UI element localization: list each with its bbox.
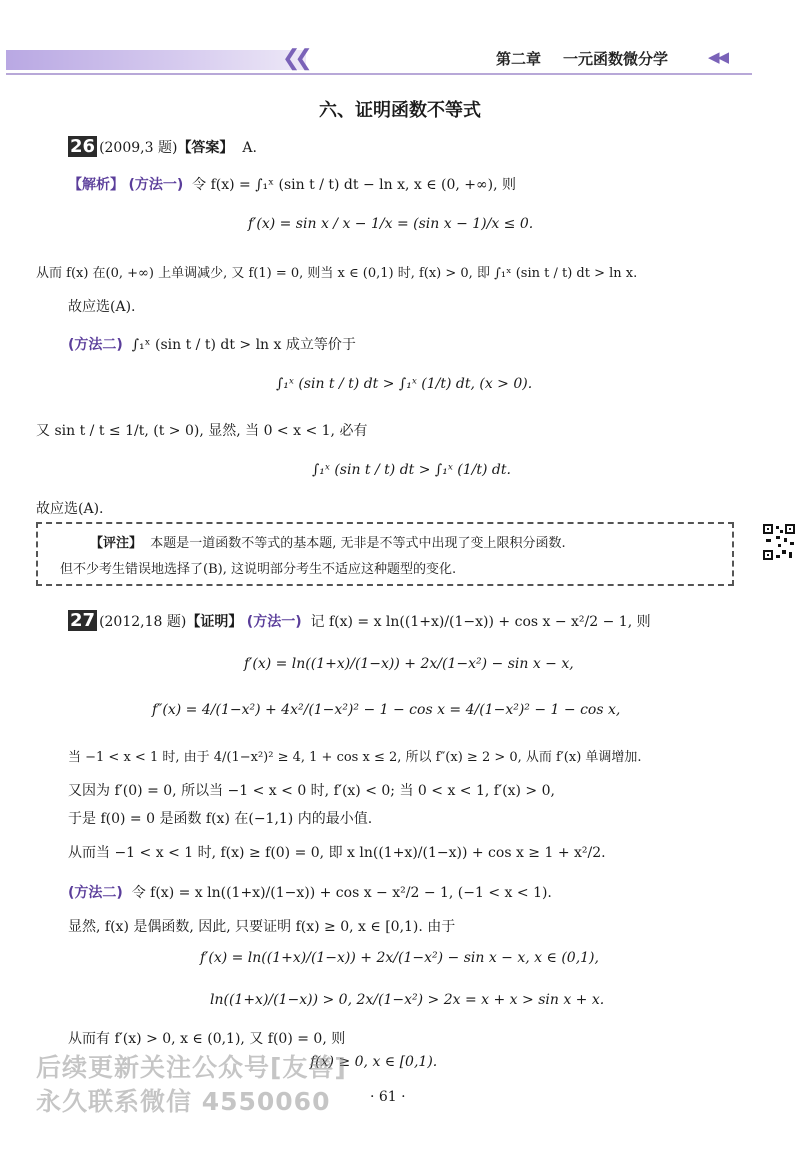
- p27-line6-text: 令 f(x) = x ln((1+x)/(1−x)) + cos x − x²/2 − 1, (−1 < x < 1).: [131, 885, 552, 901]
- answer-tag: 【答案】: [177, 140, 234, 156]
- problem-source: (2012,18 题): [99, 614, 187, 630]
- p26-eq3: ∫₁ˣ (sin t / t) dt > ∫₁ˣ (1/t) dt.: [312, 462, 511, 478]
- answer-value: A.: [242, 140, 257, 156]
- header-band: [6, 50, 306, 70]
- p26-eq1: f′(x) = sin x / x − 1/x = (sin x − 1)/x ≤ 0.: [248, 216, 534, 232]
- chapter-number: 第二章: [496, 50, 542, 68]
- p26-line1-text: 令 f(x) = ∫₁ˣ (sin t / t) dt − ln x, x ∈ (0, +∞), 则: [192, 177, 517, 193]
- p27-line3: 又因为 f′(0) = 0, 所以当 −1 < x < 0 时, f′(x) < 0; 当 0 < x < 1, f′(x) > 0,: [68, 783, 555, 799]
- method-one-tag: (方法一): [128, 177, 184, 193]
- watermark-line2: 永久联系微信 4550060: [36, 1087, 331, 1116]
- p26-line5: 又 sin t / t ≤ 1/t, (t > 0), 显然, 当 0 < x < 1, 必有: [36, 423, 368, 439]
- comment-box: [36, 522, 734, 586]
- p27-line1-text: 记 f(x) = x ln((1+x)/(1−x)) + cos x − x²/2 − 1, 则: [310, 614, 651, 630]
- p26-line1: [68, 174, 516, 194]
- proof-tag: 【证明】: [186, 614, 243, 630]
- p26-line2: 从而 f(x) 在(0, +∞) 上单调减少, 又 f(1) = 0, 则当 x ∈ (0,1) 时, f(x) > 0, 即 ∫₁ˣ (sin t / t) dt > ln x.: [36, 266, 638, 281]
- p27-line2: 当 −1 < x < 1 时, 由于 4/(1−x²)² ≥ 4, 1 + cos x ≤ 2, 所以 f″(x) ≥ 2 > 0, 从而 f′(x) 单调增加.: [68, 750, 642, 765]
- p26-line4: [68, 334, 356, 354]
- section-title: 六、证明函数不等式: [319, 100, 481, 121]
- p26-line3: 故应选(A).: [68, 299, 136, 315]
- p27-line4: 于是 f(0) = 0 是函数 f(x) 在(−1,1) 内的最小值.: [68, 811, 373, 827]
- method-two-tag: (方法二): [68, 337, 123, 353]
- p27-eq3: f′(x) = ln((1+x)/(1−x)) + 2x/(1−x²) − sin x − x, x ∈ (0,1),: [200, 950, 599, 966]
- problem-27-header: [68, 610, 651, 631]
- chevron-icon: ❮❮: [282, 46, 307, 71]
- qr-code-icon: [762, 522, 796, 562]
- p27-line8: 从而有 f′(x) > 0, x ∈ (0,1), 又 f(0) = 0, 则: [68, 1031, 346, 1047]
- comment-line1: [90, 532, 566, 551]
- problem-number: 27: [70, 610, 96, 631]
- page-header: [0, 42, 800, 76]
- method-one-tag: (方法一): [246, 614, 302, 630]
- problem-26-header: [68, 136, 257, 157]
- comment-line2: 但不少考生错误地选择了(B), 这说明部分考生不适应这种题型的变化.: [60, 562, 457, 577]
- problem-number: 26: [70, 136, 96, 157]
- page-number: · 61 ·: [370, 1089, 406, 1105]
- comment-line1-text: 本题是一道函数不等式的基本题, 无非是不等式中出现了变上限积分函数.: [150, 536, 566, 551]
- analysis-tag: 【解析】: [68, 177, 124, 193]
- triangle-left-icon: ◀◀: [708, 48, 728, 66]
- chapter-title: 一元函数微分学: [563, 50, 669, 68]
- p27-eq5: f(x) ≥ 0, x ∈ [0,1).: [310, 1054, 438, 1070]
- method-two-tag: (方法二): [68, 885, 123, 901]
- comment-tag: 【评注】: [90, 536, 143, 551]
- p27-line7: 显然, f(x) 是偶函数, 因此, 只要证明 f(x) ≥ 0, x ∈ [0,1). 由于: [68, 919, 456, 935]
- p27-eq1: f′(x) = ln((1+x)/(1−x)) + 2x/(1−x²) − sin x − x,: [244, 656, 574, 672]
- p26-eq2: ∫₁ˣ (sin t / t) dt > ∫₁ˣ (1/t) dt, (x > 0).: [276, 376, 533, 392]
- p27-line5: 从而当 −1 < x < 1 时, f(x) ≥ f(0) = 0, 即 x ln((1+x)/(1−x)) + cos x ≥ 1 + x²/2.: [68, 845, 606, 861]
- p27-eq4: ln((1+x)/(1−x)) > 0, 2x/(1−x²) > 2x = x + x > sin x + x.: [210, 992, 605, 1008]
- p27-eq2: f″(x) = 4/(1−x²) + 4x²/(1−x²)² − 1 − cos x = 4/(1−x²)² − 1 − cos x,: [152, 702, 621, 718]
- p27-line6: [68, 882, 552, 902]
- chapter-heading: [496, 48, 668, 69]
- p26-line4-text: ∫₁ˣ (sin t / t) dt > ln x 成立等价于: [131, 337, 356, 353]
- header-rule: [6, 73, 752, 75]
- watermark-line1: 后续更新关注公众号[友善]: [36, 1053, 347, 1082]
- p26-line6: 故应选(A).: [36, 501, 104, 517]
- problem-source: (2009,3 题): [99, 140, 178, 156]
